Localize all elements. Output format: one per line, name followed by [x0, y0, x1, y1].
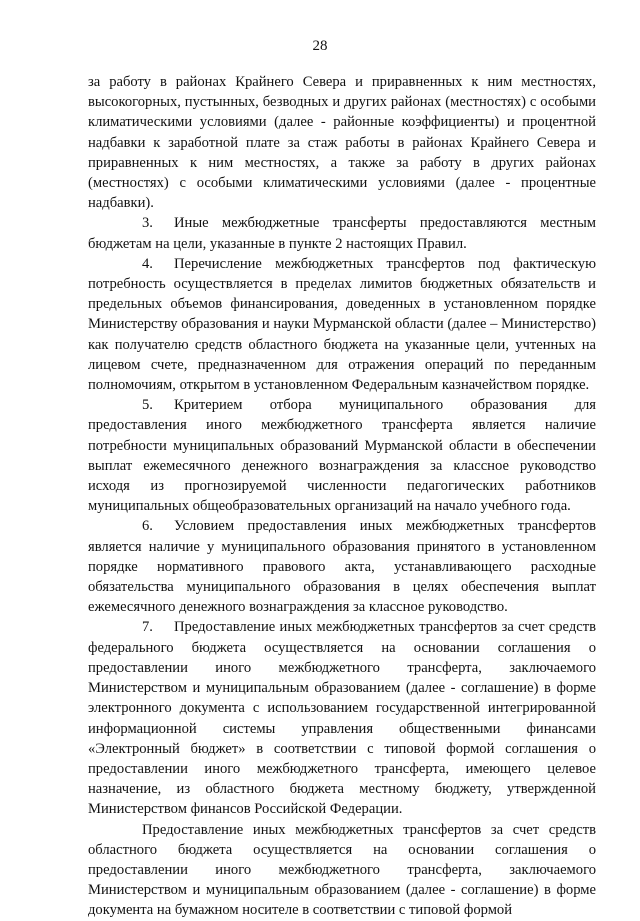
paragraph-number: 3.	[142, 215, 153, 232]
paragraph-number: 6.	[142, 518, 153, 535]
paragraph-text: Перечисление межбюджетных трансфертов под фактическую потребность осуществляется в пределах лимитов бюджетных обязательств и предельных объемов финансирования, доведенных в установленном порядке Министерству образования и науки Мурманской области (далее – Министерство) как получателю средств областного бюджета на указанные цели, учтенных на лицевом счете, предназначенном для отражения операций по переданным полномочиям, открытом в установленном Федеральным казначейством порядке.	[88, 255, 596, 394]
paragraph-4	[88, 254, 596, 395]
paragraph-text: Критерием отбора муниципального образования для предоставления иного межбюджетного трансферта является наличие потребности муниципальных образований Мурманской области в обеспечении выплат ежемесячного денежного вознаграждения за классное руководство исходя из прогнозируемой численности педагогических работников муниципальных общеобразовательных организаций на начало учебного года.	[88, 397, 596, 515]
paragraph-number: 7.	[142, 619, 153, 636]
paragraph-text: Предоставление иных межбюджетных трансфертов за счет средств областного бюджета осуществляется на основании соглашения о предоставлении иного межбюджетного трансферта, заключаемого Министерством и муниципальным образованием (далее - соглашение) в форме документа на бумажном носителе в соответствии с типовой формой	[88, 821, 596, 919]
page-number: 28	[312, 38, 328, 54]
paragraph-7	[88, 617, 596, 819]
paragraph-3	[88, 213, 596, 253]
paragraph-text: Иные межбюджетные трансферты предоставляются местным бюджетам на цели, указанные в пункте 2 настоящих Правил.	[88, 215, 596, 252]
document-body	[88, 72, 596, 921]
paragraph-7-continued	[88, 820, 596, 921]
paragraph-text: за работу в районах Крайнего Севера и приравненных к ним местностях, высокогорных, пустынных, безводных и других районах (местностях) с особыми климатическими условиями (далее - районные коэффициенты) и процентной надбавки к заработной плате за стаж работы в районах Крайнего Севера и приравненных к ним местностях, а также за работу в других районах (местностях) с особыми климатическими условиями (далее - процентные надбавки).	[88, 74, 596, 212]
paragraph-continuation	[88, 72, 596, 213]
paragraph-6	[88, 516, 596, 617]
paragraph-number: 4.	[142, 255, 153, 272]
paragraph-5	[88, 395, 596, 516]
paragraph-text: Предоставление иных межбюджетных трансфертов за счет средств федерального бюджета осуществляется на основании соглашения о предоставлении иного межбюджетного трансферта, заключаемого Министерством и муниципальным образованием (далее - соглашение) в форме электронного документа с использованием государственной интегрированной информационной системы управления общественными финансами «Электронный бюджет» в соответствии с типовой формой соглашения о предоставлении иного межбюджетного трансферта, имеющего целевое назначение, из областного бюджета местному бюджету, утвержденной Министерством финансов Российской Федерации.	[88, 619, 596, 818]
paragraph-number: 5.	[142, 397, 153, 414]
paragraph-text: Условием предоставления иных межбюджетных трансфертов является наличие у муниципального образования принятого в установленном порядке нормативного правового акта, устанавливающего расходные обязательства муниципального образования в целях обеспечения выплат ежемесячного денежного вознаграждения за классное руководство.	[88, 518, 596, 616]
